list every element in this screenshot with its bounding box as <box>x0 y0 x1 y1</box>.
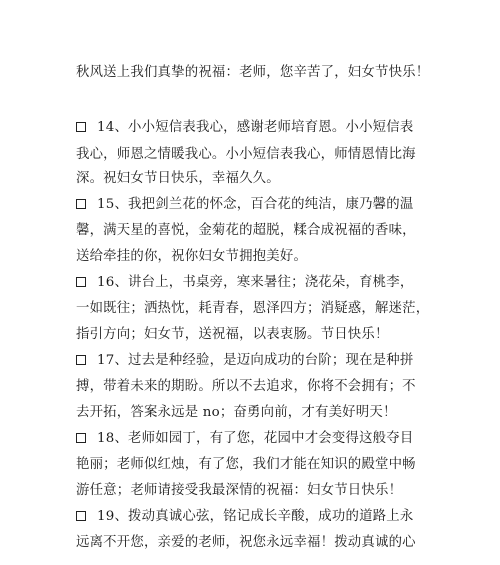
text-line: 远离不开您，亲爱的老师，祝您永远幸福！拨动真诚的心 <box>76 535 416 550</box>
text-line: 19、拨动真诚心弦，铭记成长辛酸，成功的道路上永 <box>76 508 426 526</box>
text-line: 送给牵挂的你，祝你妇女节拥抱美好。 <box>76 249 308 264</box>
text-line: 17、过去是种经验，是迈向成功的台阶；现在是种拼 <box>76 352 426 370</box>
text-line: 18、老师如园丁，有了您，花园中才会变得这般夺目 <box>76 430 426 448</box>
checkbox-icon[interactable] <box>76 122 86 132</box>
text-line: 深。祝妇女节日快乐，幸福久久。 <box>76 171 280 186</box>
text-line: 秋风送上我们真挚的祝福：老师，您辛苦了，妇女节快乐！ <box>76 65 430 80</box>
text-line: 一如既往；洒热忱，耗青春，恩泽四方；消疑惑，解迷茫， <box>76 301 430 316</box>
text-line: 馨，满天星的喜悦，金菊花的超脱，糅合成祝福的香味， <box>76 223 416 238</box>
checkbox-icon[interactable] <box>76 277 86 287</box>
text-line: 我心，师恩之情暖我心。小小短信表我心，师情恩情比海 <box>76 147 416 162</box>
text-line: 指引方向；妇女节，送祝福，以表衷肠。节日快乐！ <box>76 327 389 342</box>
checkbox-icon[interactable] <box>76 355 86 365</box>
text-line: 游任意；老师请接受我最深情的祝福：妇女节日快乐！ <box>76 483 403 498</box>
text-line: 15、我把剑兰花的怀念，百合花的纯洁，康乃馨的温 <box>76 196 426 214</box>
text-line: 去开拓，答案永远是 no；奋勇向前，才有美好明天！ <box>76 405 397 420</box>
checkbox-icon[interactable] <box>76 511 86 521</box>
text-line: 16、讲台上，书桌旁，寒来暑往；浇花朵，育桃李， <box>76 274 426 292</box>
text-line: 14、小小短信表我心，感谢老师培育恩。小小短信表 <box>76 119 426 137</box>
text-line: 搏，带着未来的期盼。所以不去追求，你将不会拥有；不 <box>76 379 416 394</box>
checkbox-icon[interactable] <box>76 199 86 209</box>
text-line: 艳丽；老师似红烛，有了您，我们才能在知识的殿堂中畅 <box>76 457 416 472</box>
checkbox-icon[interactable] <box>76 433 86 443</box>
